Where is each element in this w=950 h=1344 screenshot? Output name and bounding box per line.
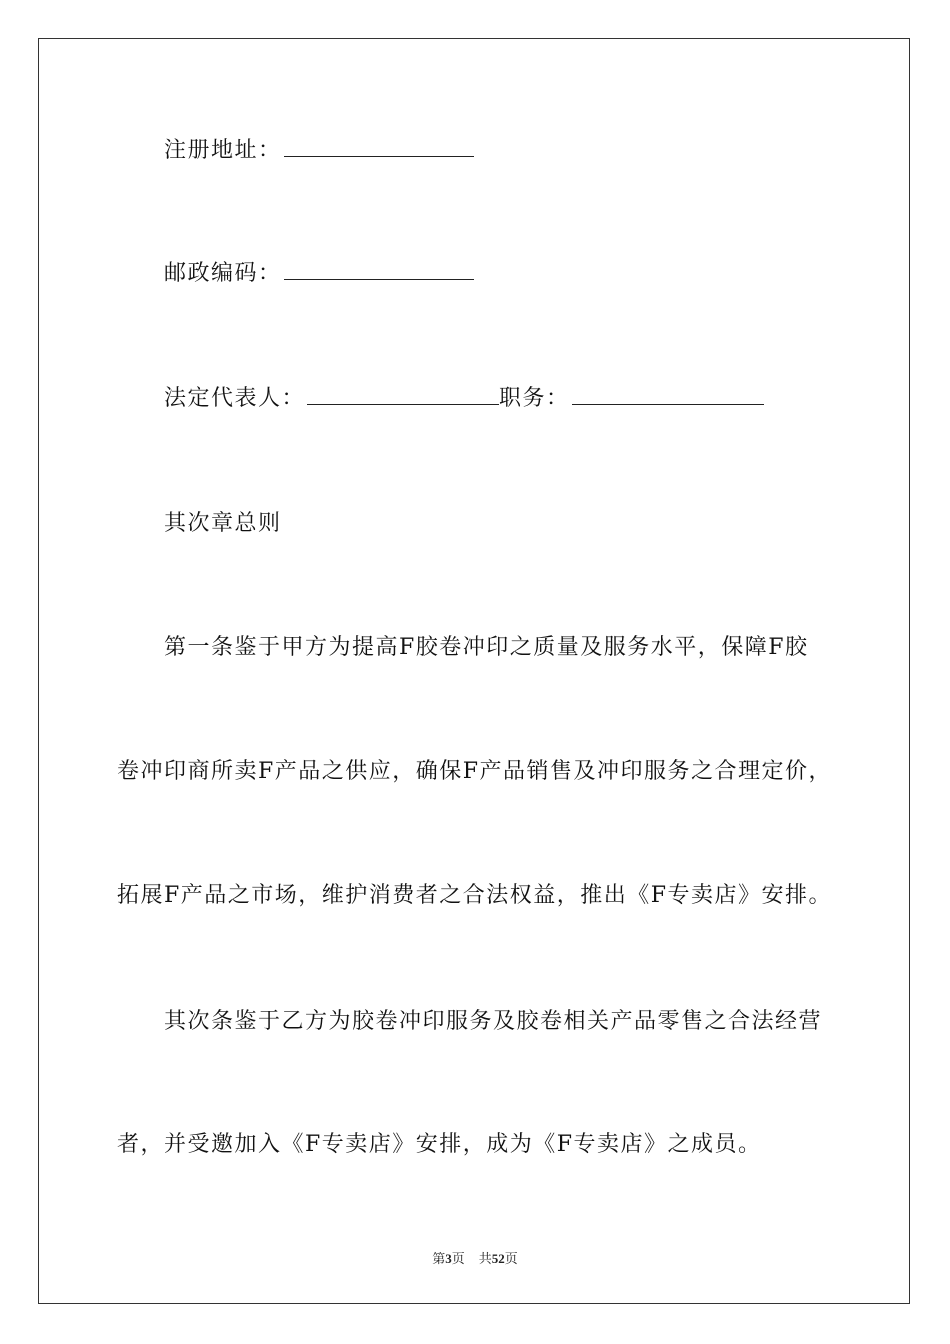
registered-address-label: 注册地址： [164, 138, 282, 163]
position-blank [572, 384, 764, 405]
page-suffix: 页 [451, 1251, 465, 1266]
total-suffix: 页 [504, 1251, 518, 1266]
registered-address-line [164, 136, 474, 166]
total-prefix: 共 [478, 1251, 492, 1266]
postal-code-label: 邮政编码： [164, 261, 282, 286]
postal-code-blank [284, 259, 474, 280]
registered-address-blank [284, 136, 474, 157]
article-2-line-1: 其次条鉴于乙方为胶卷冲印服务及胶卷相关产品零售之合法经营 [164, 1009, 823, 1034]
page-footer [0, 1248, 950, 1267]
article-2-line-2: 者，并受邀加入《F专卖店》安排，成为《F专卖店》之成员。 [117, 1132, 762, 1157]
total-pages: 52 [491, 1251, 505, 1266]
legal-representative-label: 法定代表人： [164, 386, 306, 411]
page-prefix: 第 [432, 1251, 446, 1266]
article-1-line-3: 拓展F产品之市场，维护消费者之合法权益，推出《F专卖店》安排。 [117, 883, 833, 908]
position-label: 职务： [499, 386, 570, 411]
article-1-line-1: 第一条鉴于甲方为提高F胶卷冲印之质量及服务水平，保障F胶 [164, 635, 809, 660]
page-number: 3 [445, 1251, 452, 1266]
chapter-heading: 其次章总则 [164, 511, 282, 536]
article-1-line-2: 卷冲印商所卖F产品之供应，确保F产品销售及冲印服务之合理定价， [117, 759, 833, 784]
legal-representative-blank [307, 384, 499, 405]
legal-representative-line [164, 384, 764, 414]
page-border [38, 38, 910, 1304]
postal-code-line [164, 259, 474, 289]
